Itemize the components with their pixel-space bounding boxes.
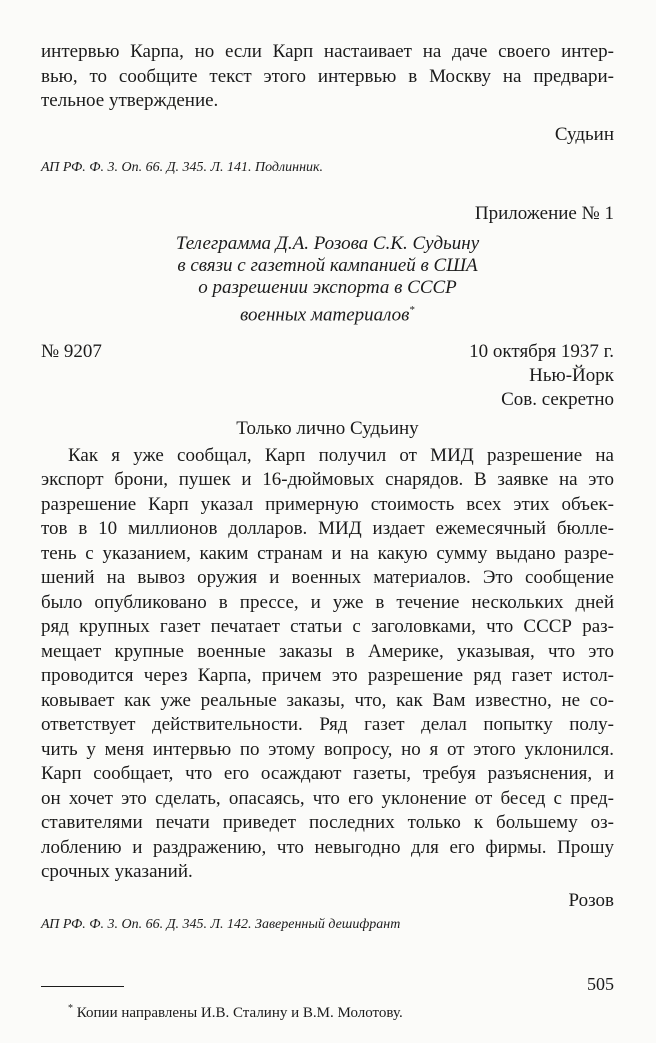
body-line: он хочет это сделать, опасаясь, что его уклонение от бесед с пред-: [41, 787, 614, 809]
title-line: Телеграмма Д.А. Розова С.К. Судьину: [175, 232, 480, 254]
appendix-label: Приложение № 1: [474, 202, 614, 224]
telegram-meta: [469, 340, 614, 412]
footnote: [41, 999, 614, 1023]
body-line: ряд крупных газет печатает статьи с заголовками, что СССР раз-: [41, 616, 614, 638]
title-line: о разрешении экспорта в СССР: [198, 276, 457, 298]
telegram-body: [41, 444, 614, 885]
body-line: лоблению и раздражению, что невыгодно для его фирмы. Прошу: [41, 836, 614, 858]
archive-source-2: АП РФ. Ф. 3. Оп. 66. Д. 345. Л. 142. Заверенный дешифрант: [41, 916, 401, 932]
title-line: в связи с газетной кампанией в США: [177, 254, 478, 276]
signature-sudin: Судьин: [554, 123, 614, 145]
addressee-line: Только лично Судьину: [236, 417, 419, 439]
footnote-divider: [41, 986, 124, 987]
text-line: интервью Карпа, но если Карп настаивает на даче своего интер-: [41, 41, 614, 62]
body-line: разрешение Карп указал примерную стоимость всех этих объек-: [41, 493, 614, 515]
telegram-title: [41, 233, 614, 326]
telegram-date: 10 октября 1937 г.: [469, 340, 614, 362]
body-line: ставителями печати приведет последних только к большему оз-: [41, 812, 614, 834]
body-line: экспорт брони, пушек и 16-дюймовых снарядов. В заявке на это: [41, 469, 614, 491]
body-line: тень с указанием, каким странам и на какую сумму выдано разре-: [41, 542, 614, 564]
continuation-paragraph: [41, 40, 614, 114]
body-line: чить у меня интервью по этому вопросу, но я от этого уклонился.: [41, 738, 614, 760]
signature-rozov: Розов: [568, 889, 614, 911]
body-line: мещает крупные военные заказы в Америке, указывая, что это: [41, 640, 614, 662]
text-line: тельное утверждение.: [41, 90, 219, 111]
body-line: проводится через Карпа, причем это разрешение ряд газет истол-: [41, 665, 614, 687]
body-line: было опубликовано в прессе, и уже в течение нескольких дней: [41, 591, 614, 613]
telegram-place: Нью-Йорк: [529, 364, 614, 386]
body-line: тов в 10 миллионов долларов. МИД издает ежемесячный бюлле-: [41, 518, 614, 540]
body-line: ответствует действительности. Ряд газет делал попытку полу-: [41, 714, 614, 736]
document-page: [41, 40, 614, 1023]
archive-source-1: АП РФ. Ф. 3. Оп. 66. Д. 345. Л. 141. Подлинник.: [41, 159, 324, 175]
telegram-header: [41, 340, 614, 412]
title-footnote-mark: *: [409, 303, 415, 316]
body-line: шений на вывоз оружия и военных материалов. Это сообщение: [41, 567, 614, 589]
footnote-mark: *: [68, 1002, 73, 1014]
title-text: военных материалов: [240, 303, 410, 325]
body-line: ковывает как уже реальные заказы, что, как Вам известно, не со-: [41, 689, 614, 711]
text-line: вью, то сообщите текст этого интервью в Москву на предвари-: [41, 65, 614, 87]
footnote-text: Копии направлены И.В. Сталину и В.М. Молотову.: [76, 1004, 403, 1021]
title-line-last: [41, 299, 614, 326]
body-line: Как я уже сообщал, Карп получил от МИД разрешение на: [68, 444, 614, 466]
page-number: 505: [587, 974, 614, 994]
telegram-number: № 9207: [41, 340, 102, 362]
telegram-classification: Сов. секретно: [501, 388, 614, 410]
body-line: Карп сообщает, что его осаждают газеты, требуя разъяснения, и: [41, 763, 614, 785]
body-line: срочных указаний.: [41, 861, 193, 883]
